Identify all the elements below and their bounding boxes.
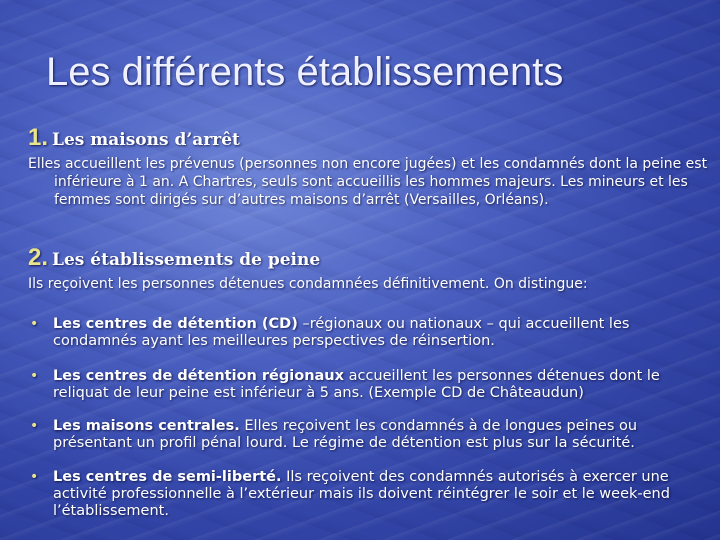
bullet-text (53, 316, 698, 350)
section1-heading-text: Les maisons d’arrêt (52, 130, 240, 150)
bullet-item (30, 316, 698, 350)
bullet-symbol: • (30, 418, 39, 434)
bullet-bold-label: Les centres de détention (CD) (53, 316, 298, 332)
bullet-text (53, 368, 698, 402)
section2-heading (28, 244, 320, 272)
bullet-description: Ils reçoivent des condamnés autorisés à exercer une activité professionnelle à l’extérieur mais ils doivent réintégrer le soir et le week-end l’établissement. (53, 469, 670, 519)
bullet-symbol: • (30, 368, 39, 384)
bullet-description: accueillent les personnes détenues dont le reliquat de leur peine est inférieur à 5 ans. (Exemple CD de Châteaudun) (53, 368, 660, 401)
bullet-bold-label: Les maisons centrales. (53, 418, 240, 434)
bullet-item (30, 469, 698, 520)
bullet-description: Elles reçoivent les condamnés à de longues peines ou présentant un profil pénal lourd. Le régime de détention est plus sur la sécurité. (53, 418, 638, 451)
section2-number: 2. (28, 244, 49, 271)
bullet-bold-label: Les centres de semi-liberté. (53, 469, 282, 485)
section1-heading (28, 124, 240, 152)
bullet-symbol: • (30, 316, 39, 332)
bullet-text (53, 418, 698, 452)
bullet-text (53, 469, 698, 520)
bullet-symbol: • (30, 469, 39, 485)
section1-paragraph: Elles accueillent les prévenus (personnes non encore jugées) et les condamnés dont la peine est inférieure à 1 an. A Chartres, seuls sont accueillis les hommes majeurs. Les mineurs et les femmes sont dirigés sur d’autres maisons d’arrêt (Versailles, Orléans). (28, 156, 708, 208)
bullet-item (30, 368, 698, 402)
bullet-description: –régionaux ou nationaux – qui accueillent les condamnés ayant les meilleures perspectives de réinsertion. (53, 316, 630, 349)
section1-number: 1. (28, 124, 49, 151)
section2-paragraph: Ils reçoivent les personnes détenues condamnées définitivement. On distingue: (28, 276, 588, 292)
section2-heading-text: Les établissements de peine (52, 250, 321, 270)
bullet-item (30, 418, 698, 452)
bullet-bold-label: Les centres de détention régionaux (53, 368, 344, 384)
slide-title: Les différents établissements (46, 50, 564, 94)
